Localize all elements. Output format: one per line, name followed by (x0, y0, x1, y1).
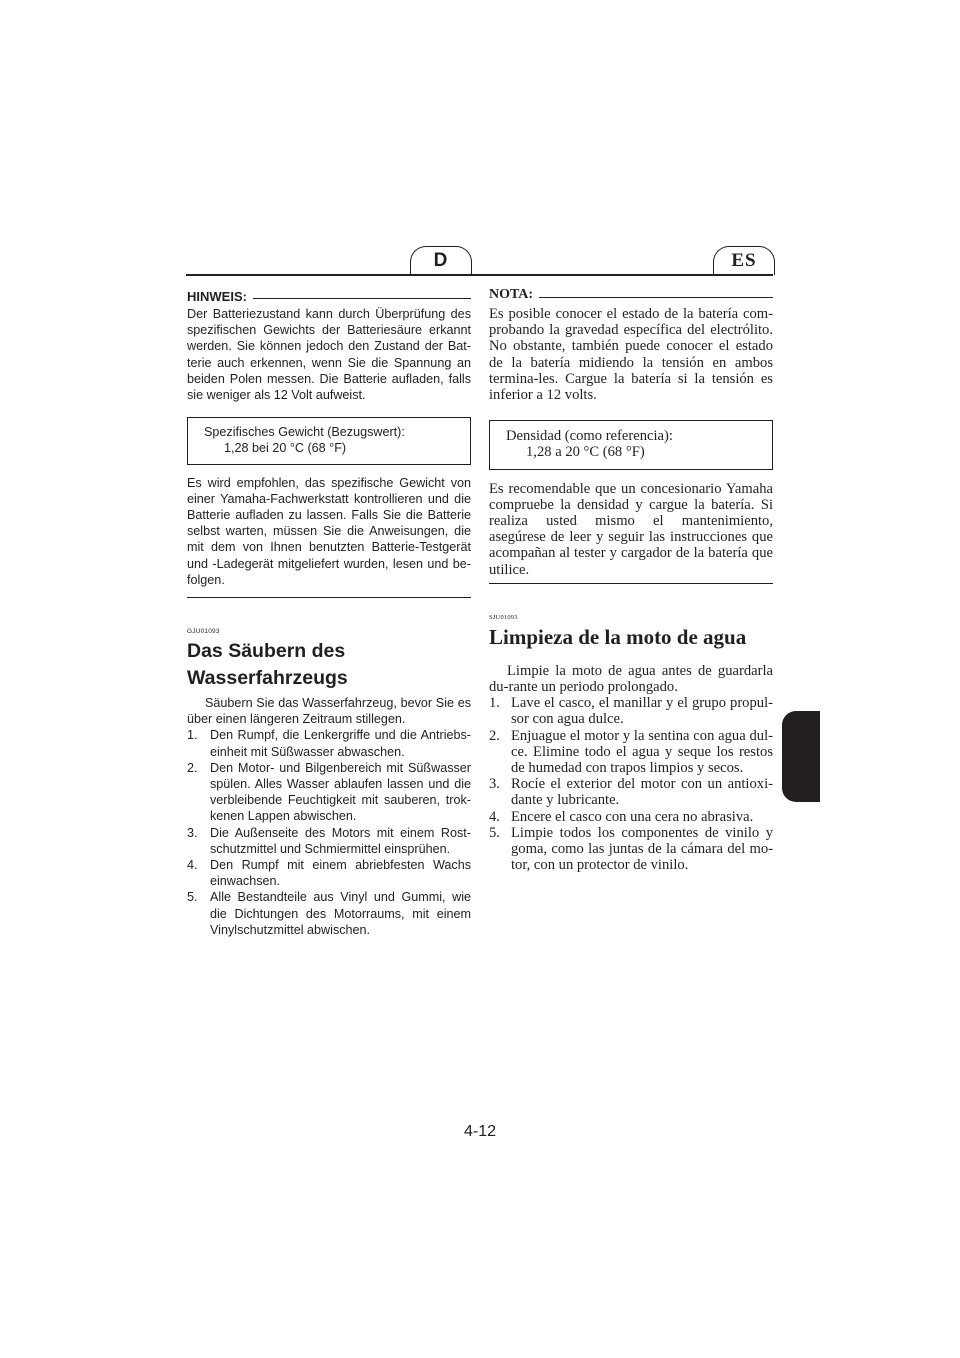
es-note-text: Es posible conocer el estado de la batería com-probando la gravedad específica del electrólito. No obstante, también puede conocer el estado de la batería midiendo la tensión en ambos termina-les. Cargue la batería si la tensión es inferior a 12 volts. (489, 306, 773, 404)
list-item-number: 2. (489, 727, 500, 744)
de-spec-label: Spezifisches Gewicht (Bezugswert): (204, 425, 405, 440)
list-item (187, 760, 471, 825)
de-spec-value: 1,28 bei 20 °C (68 °F) (224, 441, 347, 456)
de-section-title-line1: Das Säubern des (187, 640, 346, 663)
de-section-code: GJU01093 (187, 628, 220, 636)
list-item (489, 728, 773, 777)
list-item-text: Rocíe el exterior del motor con un antioxi-dante y lubricante. (511, 776, 773, 809)
list-item-number: 5. (489, 824, 500, 841)
list-item-text: Die Außenseite des Motors mit einem Rost-schutzmittel und Schmiermittel einsprühen. (210, 825, 471, 856)
list-item-text: Den Rumpf, die Lenkergriffe und die Antriebs-einheit mit Süßwasser abwaschen. (210, 728, 471, 759)
list-item-number: 3. (187, 825, 198, 840)
list-item-text: Den Motor- und Bilgenbereich mit Süßwasser spülen. Alles Wasser ablaufen lassen und die verbleibende Feuchtigkeit mit sauberen, trok-kenen Lappen abwischen. (210, 760, 471, 824)
es-section-title: Limpieza de la moto de agua (489, 624, 747, 649)
es-note-end-rule (489, 583, 773, 584)
de-recommendation-text: Es wird empfohlen, das spezifische Gewicht von einer Yamaha-Fachwerkstatt kontrollieren und die Batterie aufladen zu lassen. Falls Sie die Batterie selbst warten, müssen Sie die Anweisungen, die mit dem von Ihnen benutzten Batterie-Testgerät und -Ladegerät mitgeliefert wurden, lesen und be-folgen. (187, 475, 471, 587)
list-item-number: 1. (187, 728, 198, 743)
list-item-number: 4. (489, 808, 500, 825)
es-note-heading (489, 287, 773, 303)
de-note-text: Der Batteriezustand kann durch Überprüfung des spezifischen Gewichts der Batteriesäure erkannt werden. Sie können jedoch den Zustand der Bat-terie auch erkennen, wenn Sie die Spannung an beiden Polen messen. Die Batterie aufladen, falls sie weniger als 12 Volt aufweist. (187, 307, 471, 403)
list-item (187, 889, 471, 938)
header-rule (186, 274, 773, 276)
list-item-number: 2. (187, 760, 198, 775)
list-item (187, 727, 471, 759)
de-section-title-line2: Wasserfahrzeugs (187, 667, 348, 690)
es-spec-value: 1,28 a 20 °C (68 °F) (526, 444, 645, 461)
list-item (489, 776, 773, 808)
spanish-column (489, 287, 773, 873)
es-recommendation-text: Es recomendable que un concesionario Yamaha compruebe la densidad y cargue la batería. Si realiza usted mismo el mantenimiento, asegúrese de leer y seguir las instrucciones que acompañan al tester y cargador de la batería que utilice. (489, 480, 773, 578)
list-item-text: Enjuague el motor y la sentina con agua dul-ce. Elimine todo el agua y seque los restos de humedad con trapos limpios y secos. (511, 727, 773, 777)
list-item-text: Lave el casco, el manillar y el grupo propul-sor con agua dulce. (511, 695, 773, 728)
list-item (187, 857, 471, 889)
es-note-title-rule (539, 297, 773, 298)
german-column (187, 289, 471, 938)
de-spec-box (187, 417, 471, 464)
es-section-intro: Limpie la moto de agua antes de guardarla du-rante un periodo prolongado. (489, 662, 773, 696)
es-section-code: SJU01093 (489, 613, 518, 621)
de-section-intro: Säubern Sie das Wasserfahrzeug, bevor Sie es über einen längeren Zeitraum stillegen. (187, 696, 471, 727)
list-item-number: 4. (187, 858, 198, 873)
chapter-thumb-tab (782, 711, 820, 802)
language-tab-d: D (410, 246, 472, 275)
list-item-number: 5. (187, 890, 198, 905)
de-note-heading (187, 289, 471, 304)
page-number: 4-12 (463, 1123, 497, 1140)
list-item-number: 1. (489, 695, 500, 712)
de-steps-list (187, 727, 471, 938)
es-spec-label: Densidad (como referencia): (506, 428, 673, 445)
de-note-title-rule (253, 298, 471, 299)
language-tab-es: ES (713, 246, 775, 275)
es-steps-list (489, 695, 773, 873)
list-item (187, 825, 471, 857)
list-item-text: Encere el casco con una cera no abrasiva. (511, 808, 754, 825)
list-item-text: Den Rumpf mit einem abriebfesten Wachs einwachsen. (210, 858, 471, 889)
list-item (489, 825, 773, 874)
list-item (489, 809, 773, 825)
de-note-end-rule (187, 597, 471, 598)
list-item-text: Limpie todos los componentes de vinilo y goma, como las juntas de la cámara del mo-tor, con un protector de vinilo. (511, 824, 773, 874)
de-note-title: HINWEIS: (187, 289, 247, 304)
list-item-text: Alle Bestandteile aus Vinyl und Gummi, wie die Dichtungen des Motorraums, mit einem Vinylschutzmittel abwischen. (210, 890, 471, 937)
es-note-title: NOTA: (489, 287, 534, 302)
list-item (489, 695, 773, 727)
list-item-number: 3. (489, 776, 500, 793)
es-spec-box (489, 420, 773, 469)
